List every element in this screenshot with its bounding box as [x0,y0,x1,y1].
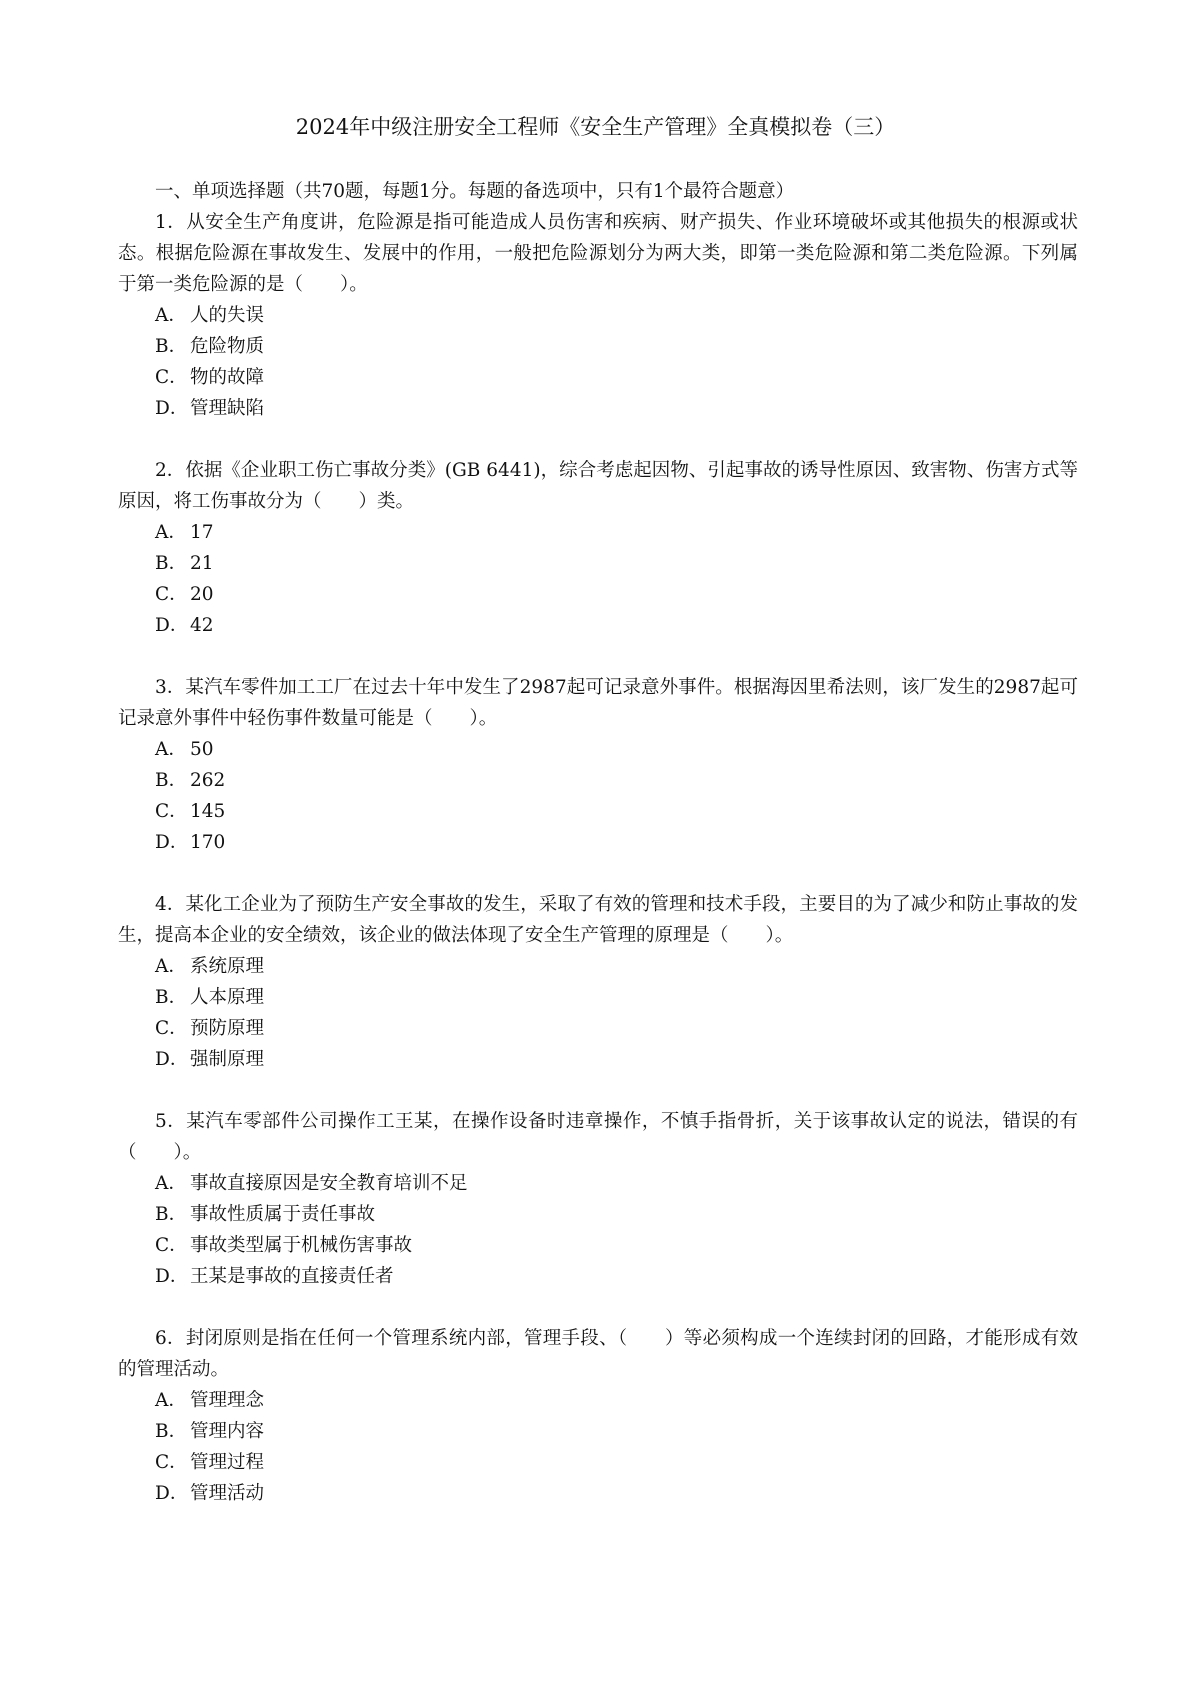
option-text: 系统原理 [190,956,265,977]
option-text: 事故性质属于责任事故 [190,1204,376,1225]
option-b [155,1416,1078,1447]
option-d [155,393,1078,424]
question-stem: 2．依据《企业职工伤亡事故分类》(GB 6441)，综合考虑起因物、引起事故的诱导性原因、致害物、伤害方式等原因，将工伤事故分为（ ）类。 [118,460,1078,512]
option-c [155,362,1078,393]
option-b [155,765,1078,796]
option-text: 21 [190,553,214,574]
option-letter: B． [155,987,188,1008]
question-6 [118,1323,1078,1509]
option-d [155,610,1078,641]
option-a [155,300,1078,331]
option-list [118,300,1078,424]
option-letter: C． [155,1452,188,1473]
option-list [118,517,1078,641]
option-b [155,982,1078,1013]
option-letter: B． [155,1421,188,1442]
option-text: 管理内容 [190,1421,265,1442]
option-c [155,1447,1078,1478]
option-letter: A． [155,956,187,977]
option-letter: A． [155,739,187,760]
question-4 [118,889,1078,1075]
option-text: 强制原理 [190,1049,265,1070]
option-letter: A． [155,1390,187,1411]
option-list [118,734,1078,858]
option-text: 危险物质 [190,336,265,357]
option-b [155,1199,1078,1230]
option-text: 预防原理 [190,1018,265,1039]
question-3 [118,672,1078,858]
option-c [155,579,1078,610]
option-d [155,1044,1078,1075]
question-stem: 4．某化工企业为了预防生产安全事故的发生，采取了有效的管理和技术手段，主要目的为了减少和防止事故的发生，提高本企业的安全绩效，该企业的做法体现了安全生产管理的原理是（ ）。 [118,894,1078,946]
option-text: 17 [190,522,214,543]
option-text: 42 [190,615,214,636]
option-text: 管理活动 [190,1483,265,1504]
option-text: 事故直接原因是安全教育培训不足 [190,1173,468,1194]
option-letter: C． [155,801,188,822]
option-a [155,517,1078,548]
question-stem: 5．某汽车零部件公司操作工王某，在操作设备时违章操作，不慎手指骨折，关于该事故认定的说法，错误的有（ ）。 [118,1111,1078,1163]
option-b [155,331,1078,362]
question-1 [118,207,1078,424]
option-letter: C． [155,367,188,388]
option-text: 王某是事故的直接责任者 [190,1266,394,1287]
option-text: 人的失误 [190,305,265,326]
option-letter: B． [155,553,188,574]
option-letter: D． [155,398,189,419]
option-a [155,1168,1078,1199]
question-stem: 1．从安全生产角度讲，危险源是指可能造成人员伤害和疾病、财产损失、作业环境破坏或其他损失的根源或状态。根据危险源在事故发生、发展中的作用，一般把危险源划分为两大类，即第一类危险源和第二类危险源。下列属于第一类危险源的是（ ）。 [118,212,1078,295]
option-list [118,1385,1078,1509]
option-d [155,1261,1078,1292]
option-letter: B． [155,336,188,357]
option-c [155,796,1078,827]
question-stem: 6．封闭原则是指在任何一个管理系统内部，管理手段、（ ）等必须构成一个连续封闭的回路，才能形成有效的管理活动。 [118,1328,1078,1380]
option-text: 262 [190,770,226,791]
section-heading: 一、单项选择题（共70题，每题1分。每题的备选项中，只有1个最符合题意） [155,181,795,202]
option-text: 170 [190,832,226,853]
option-list [118,1168,1078,1292]
option-letter: D． [155,832,189,853]
option-letter: C． [155,1235,188,1256]
option-letter: B． [155,770,188,791]
option-letter: C． [155,584,188,605]
option-c [155,1013,1078,1044]
option-text: 物的故障 [190,367,265,388]
option-letter: D． [155,615,189,636]
option-letter: D． [155,1483,189,1504]
option-letter: D． [155,1049,189,1070]
option-text: 管理过程 [190,1452,265,1473]
option-text: 管理理念 [190,1390,265,1411]
option-letter: A． [155,1173,187,1194]
option-text: 人本原理 [190,987,265,1008]
option-text: 事故类型属于机械伤害事故 [190,1235,413,1256]
option-a [155,734,1078,765]
option-d [155,1478,1078,1509]
option-text: 145 [190,801,226,822]
option-letter: B． [155,1204,188,1225]
option-a [155,951,1078,982]
question-5 [118,1106,1078,1292]
option-b [155,548,1078,579]
option-c [155,1230,1078,1261]
option-letter: C． [155,1018,188,1039]
option-letter: D． [155,1266,189,1287]
option-text: 20 [190,584,214,605]
document-body [118,176,1078,1540]
option-d [155,827,1078,858]
document-title: 2024年中级注册安全工程师《安全生产管理》全真模拟卷（三） [295,115,896,139]
question-stem: 3．某汽车零件加工工厂在过去十年中发生了2987起可记录意外事件。根据海因里希法则，该厂发生的2987起可记录意外事件中轻伤事件数量可能是（ ）。 [118,677,1078,729]
option-text: 管理缺陷 [190,398,265,419]
option-letter: A． [155,522,187,543]
question-2 [118,455,1078,641]
option-letter: A． [155,305,187,326]
option-list [118,951,1078,1075]
option-a [155,1385,1078,1416]
option-text: 50 [190,739,214,760]
